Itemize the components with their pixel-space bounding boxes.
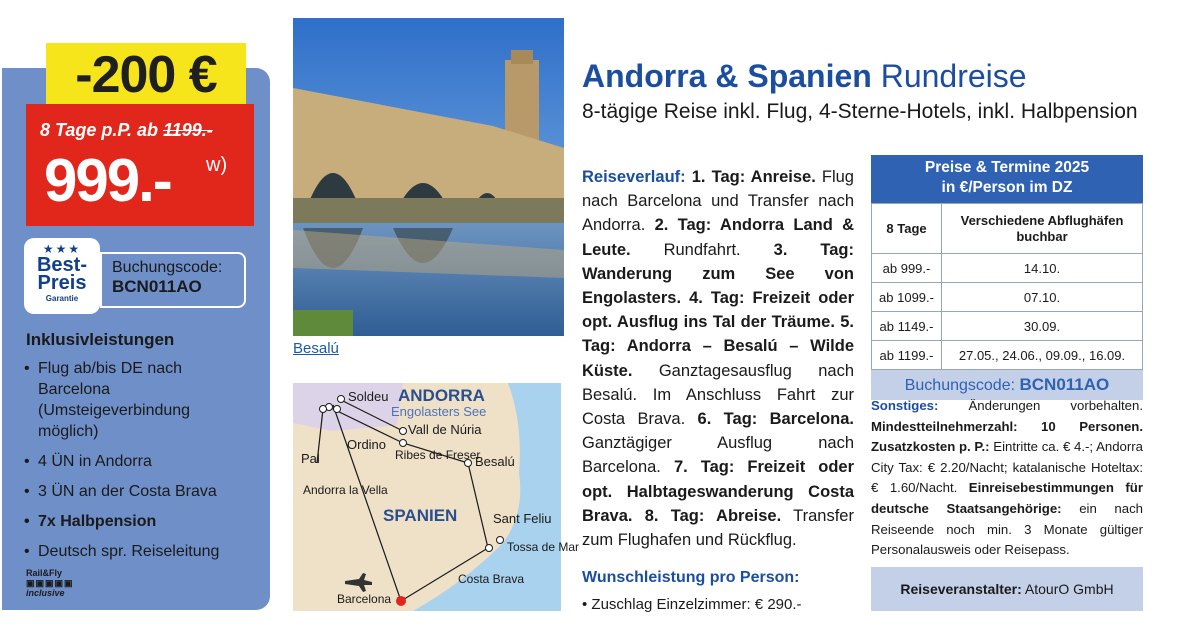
table-row	[872, 341, 1143, 370]
table-booking-label: Buchungscode:	[904, 377, 1016, 394]
map-label-tossa: Tossa de Mar	[507, 540, 580, 554]
title-rest: Rundreise	[880, 58, 1027, 94]
itinerary-label: Reiseverlauf:	[582, 168, 686, 186]
map-label-engolasters: Engolasters See	[391, 404, 487, 419]
current-price: 999.-	[44, 147, 171, 214]
map-illustration	[293, 383, 580, 611]
list-item: • 7x Halbpension	[24, 511, 254, 532]
price-table-title1: Preise & Termine 2025	[924, 159, 1090, 176]
list-item: • 4 ÜN in Andorra	[24, 451, 254, 472]
map-label-besalu: Besalú	[475, 454, 515, 469]
list-item: • Deutsch spr. Reiseleitung	[24, 541, 254, 562]
booking-code-label: Buchungscode:	[112, 259, 223, 276]
tour-operator	[871, 567, 1143, 611]
map-label-costa-brava: Costa Brava	[458, 572, 525, 586]
row-dates: 27.05., 24.06., 09.09., 16.09.	[942, 341, 1143, 370]
map-label-barcelona: Barcelona	[337, 592, 392, 606]
tour-operator-name: AtourO GmbH	[1024, 581, 1114, 597]
price-table-title2: in €/Person im DZ	[941, 179, 1073, 196]
wunsch-item: • Zuschlag Einzelzimmer: € 290.-	[582, 596, 802, 613]
day-text: Rundfahrt.	[663, 240, 741, 259]
row-dates: 07.10.	[942, 283, 1143, 312]
badge-line2: Preis	[37, 272, 87, 294]
price-footnote: w)	[206, 154, 228, 176]
photo-illustration	[293, 18, 564, 336]
day-head: 1. Tag: Anreise.	[691, 168, 816, 186]
wunsch-text: Zuschlag Einzelzimmer: € 290.-	[591, 596, 802, 613]
table-row	[872, 312, 1143, 341]
title-bold: Andorra & Spanien	[582, 58, 872, 94]
day-head: 7. Tag: Freizeit oder opt. Halbtageswanderung Costa Brava.	[582, 458, 854, 525]
day-text: Flug nach Barcelona und Transfer nach Andorra.	[582, 168, 854, 235]
map-label-andorra: ANDORRA	[398, 386, 485, 405]
route-map	[293, 383, 580, 611]
sonstiges-p3: ein nach Reiseende noch min. 3 Monate gültiger Personalausweis oder Reisepass.	[871, 500, 1143, 558]
map-label-spanien: SPANIEN	[383, 506, 458, 525]
row-price: ab 1199.-	[872, 341, 942, 370]
col-departure: Verschiedene Abflughäfen buchbar	[942, 204, 1143, 254]
price-table	[871, 155, 1143, 400]
map-label-soldeu: Soldeu	[348, 389, 389, 404]
booking-code: BCN011AO	[112, 277, 202, 296]
badge-line3: Garantie	[45, 294, 79, 303]
col-duration: 8 Tage	[872, 204, 942, 254]
sonstiges-p1: Änderungen vorbehalten.	[968, 398, 1143, 413]
list-item: • 3 ÜN an der Costa Brava	[24, 481, 254, 502]
map-label-pal: Pal	[301, 451, 320, 466]
row-dates: 30.09.	[942, 312, 1143, 341]
day-text: Ganztägiger Ausflug nach Barcelona.	[582, 434, 854, 477]
badge-line1: Best-	[36, 254, 87, 276]
inclusions-list	[24, 358, 254, 571]
besalu-bridge-photo	[293, 18, 564, 336]
day-head: 3. Tag: Wanderung zum See von Engolasters.	[582, 240, 854, 308]
row-price: ab 999.-	[872, 254, 942, 283]
map-label-sant-feliu: Sant Feliu	[493, 511, 552, 526]
row-dates: 14.10.	[942, 254, 1143, 283]
list-item: • Flug ab/bis DE nach Barcelona (Umsteigeverbindung möglich)	[24, 358, 254, 442]
table-row	[872, 254, 1143, 283]
best-price-badge	[24, 238, 100, 314]
day-text: Ganztagesausflug nach Besalú. Im Anschluss Fahrt zur Costa Brava.	[582, 361, 854, 429]
day-head: 6. Tag: Barcelona.	[697, 410, 854, 429]
inclusions-title: Inklusivleistungen	[26, 330, 175, 349]
row-price: ab 1149.-	[872, 312, 942, 341]
page-subtitle: 8-tägige Reise inkl. Flug, 4-Sterne-Hotels, inkl. Halbpension	[582, 100, 1138, 123]
sonstiges-p2: Eintritte ca. € 4.-; Andorra City Tax: € 2.20/Nacht; katalanische Hoteltax: € 1.60/Nacht.	[871, 439, 1143, 496]
day-head: 2. Tag: Andorra Land & Leute.	[582, 216, 854, 259]
map-label-ordino: Ordino	[347, 437, 387, 452]
railfly-inclusive: inclusive	[26, 588, 65, 598]
sonstiges-b1: Mindestteilnehmerzahl: 10 Personen. Zusatzkosten p. P.:	[871, 418, 1143, 455]
table-header-row	[872, 204, 1143, 254]
day-head: 5. Tag: Andorra – Besalú – Wilde Küste.	[582, 313, 854, 380]
map-label-andorra-la-vella: Andorra la Vella	[303, 483, 388, 497]
price-box	[26, 104, 254, 226]
map-label-ribes: Ribes de Freser	[395, 448, 481, 462]
sonstiges-b2: Einreisebestimmungen für deutsche Staatsangehörige:	[871, 480, 1143, 516]
wunsch-title: Wunschleistung pro Person:	[582, 569, 800, 586]
railfly-label: Rail&Fly	[26, 568, 63, 578]
duration-label: 8 Tage p.P. ab	[40, 120, 159, 140]
price-subline	[40, 120, 213, 141]
sonstiges-label: Sonstiges:	[871, 398, 939, 413]
transport-icons: ▣▣▣▣▣	[26, 578, 74, 588]
old-price: 1199.-	[163, 120, 213, 140]
day-text: Transfer zum Flughafen und Rückflug.	[582, 506, 854, 550]
booking-code-box	[100, 252, 246, 308]
sonstiges	[871, 396, 1143, 561]
table-booking-code-value: BCN011AO	[1019, 375, 1110, 394]
page-title	[582, 58, 1027, 95]
price-table-grid	[871, 203, 1143, 370]
map-label-vall-de-nuria: Vall de Núria	[408, 422, 482, 437]
day-head: 8. Tag: Abreise.	[644, 506, 782, 525]
table-row	[872, 283, 1143, 312]
railfly-logo	[26, 568, 74, 598]
tour-operator-label: Reiseveranstalter:	[900, 581, 1022, 597]
photo-caption: Besalú	[293, 336, 351, 360]
price-table-header	[871, 155, 1143, 203]
discount-badge: -200 €	[46, 43, 246, 107]
stars-icon: ★★★	[42, 242, 82, 256]
row-price: ab 1099.-	[872, 283, 942, 312]
itinerary	[582, 165, 854, 552]
day-head: 4. Tag: Freizeit oder opt. Ausflug ins Tal der Träume.	[582, 289, 854, 332]
